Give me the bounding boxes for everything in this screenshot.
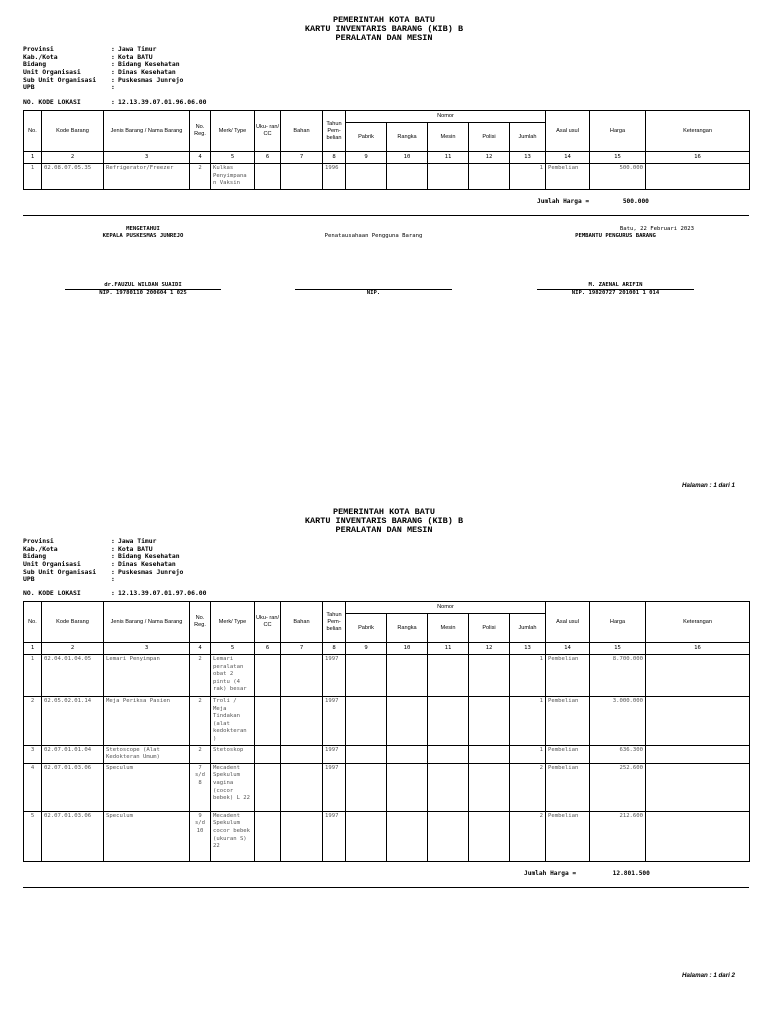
divider	[23, 887, 749, 888]
col-header-polisi: Polisi	[469, 123, 510, 152]
cell-mesin	[428, 164, 469, 190]
colon: :	[111, 537, 115, 545]
cell-pabrik	[346, 164, 387, 190]
column-number: 3	[104, 643, 190, 655]
col-header-tahun: Tahun Pem- belian	[323, 111, 346, 152]
col-header-merk: Merk/ Type	[211, 111, 255, 152]
kode-lokasi-2	[23, 589, 207, 597]
document-page-1	[0, 0, 768, 495]
col-header-nomor: Nomor	[346, 602, 546, 614]
cell-jenis: Stetoscope (Alat Kedokteran Umum)	[104, 745, 190, 763]
cell-jenis: Refrigerator/Freezer	[104, 164, 190, 190]
info-value: Kota BATU	[118, 544, 153, 553]
sig-mid-nip: NIP.	[366, 290, 381, 296]
cell-pabrik	[346, 763, 387, 811]
kode-lokasi-value: 12.13.39.07.01.97.06.00	[118, 589, 207, 597]
kode-lokasi-label: NO. KODE LOKASI	[23, 589, 81, 597]
cell-ukuran	[255, 811, 281, 861]
cell-kode: 02.05.02.01.14	[42, 697, 104, 746]
cell-kode: 02.04.01.04.05	[42, 655, 104, 697]
cell-mesin	[428, 763, 469, 811]
header-line2: KARTU INVENTARIS BARANG (KIB) B	[304, 24, 464, 34]
col-header-pabrik: Pabrik	[346, 123, 387, 152]
info-label: Sub Unit Organisasi	[23, 75, 97, 84]
column-number: 7	[281, 152, 323, 164]
kode-lokasi-1	[23, 98, 207, 106]
jumlah-harga-1	[537, 198, 649, 205]
column-number: 10	[387, 152, 428, 164]
cell-keterangan	[646, 164, 750, 190]
cell-merk: Kulkas Penyimpana n Vaksin	[211, 164, 255, 190]
location-info-1	[23, 46, 183, 92]
col-header-pabrik: Pabrik	[346, 614, 387, 643]
col-header-asal: Asal usul	[546, 602, 590, 643]
cell-kode: 02.08.07.05.35	[42, 164, 104, 190]
cell-merk: Troli / Meja Tindakan (alat kedokteran )	[211, 697, 255, 746]
cell-asal: Pembelian	[546, 811, 590, 861]
col-header-kode: Kode Barang	[42, 111, 104, 152]
cell-reg: 2	[190, 655, 211, 697]
cell-bahan	[281, 164, 323, 190]
cell-tahun: 1997	[323, 697, 346, 746]
column-number: 6	[255, 152, 281, 164]
cell-jumlah: 2	[510, 763, 546, 811]
info-label: Provinsi	[23, 537, 54, 545]
column-number: 10	[387, 643, 428, 655]
cell-no: 5	[24, 811, 42, 861]
colon: :	[111, 98, 115, 106]
cell-tahun: 1997	[323, 745, 346, 763]
col-header-noreg: No. Reg.	[190, 111, 211, 152]
column-number: 4	[190, 643, 211, 655]
cell-ukuran	[255, 655, 281, 697]
sig-mid-title: Penatausahaan Pengguna Barang	[324, 233, 423, 239]
cell-reg: 9 s/d 10	[190, 811, 211, 861]
cell-asal: Pembelian	[546, 655, 590, 697]
colon: :	[111, 552, 115, 561]
cell-jumlah: 1	[510, 697, 546, 746]
column-number: 7	[281, 643, 323, 655]
col-header-rangka: Rangka	[387, 123, 428, 152]
info-value: Bidang Kesehatan	[118, 60, 180, 69]
column-number: 2	[42, 643, 104, 655]
info-label: Bidang	[23, 60, 47, 69]
col-header-tahun: Tahun Pem- belian	[323, 602, 346, 643]
column-number: 11	[428, 643, 469, 655]
cell-tahun: 1996	[323, 164, 346, 190]
cell-jumlah: 2	[510, 811, 546, 861]
info-value: Jawa Timur	[118, 537, 157, 545]
cell-reg: 2	[190, 745, 211, 763]
jumlah-harga-value: 500.000	[622, 198, 649, 205]
column-number: 12	[469, 152, 510, 164]
page-footer-1: Halaman : 1 dari 1	[682, 482, 735, 489]
header-line1: PEMERINTAH KOTA BATU	[332, 507, 436, 517]
table-row	[24, 745, 750, 763]
inventory-table-2	[23, 601, 750, 862]
kode-lokasi-label: NO. KODE LOKASI	[23, 98, 81, 106]
column-number: 12	[469, 643, 510, 655]
sig-left-title: MENGETAHUI	[126, 226, 160, 232]
cell-keterangan	[646, 655, 750, 697]
info-label: UPB	[23, 83, 35, 92]
col-header-noreg: No. Reg.	[190, 602, 211, 643]
col-header-jumlah: Jumlah	[510, 614, 546, 643]
location-info-2	[23, 538, 183, 584]
info-label: Unit Organisasi	[23, 560, 81, 569]
col-header-bahan: Bahan	[281, 111, 323, 152]
info-label: Unit Organisasi	[23, 68, 81, 77]
col-header-harga: Harga	[590, 602, 646, 643]
column-number: 11	[428, 152, 469, 164]
cell-keterangan	[646, 697, 750, 746]
column-number: 14	[546, 643, 590, 655]
cell-keterangan	[646, 811, 750, 861]
header-line3: PERALATAN DAN MESIN	[335, 525, 433, 535]
cell-asal: Pembelian	[546, 697, 590, 746]
column-number: 16	[646, 152, 750, 164]
document-page-2	[0, 495, 768, 1024]
column-number: 9	[346, 643, 387, 655]
cell-mesin	[428, 655, 469, 697]
cell-polisi	[469, 697, 510, 746]
colon: :	[111, 68, 115, 77]
cell-no: 1	[24, 164, 42, 190]
info-label: Sub Unit Organisasi	[23, 567, 97, 576]
cell-jenis: Meja Periksa Pasien	[104, 697, 190, 746]
cell-harga: 636.300	[590, 745, 646, 763]
colon: :	[111, 83, 115, 92]
colon: :	[111, 560, 115, 569]
cell-jumlah: 1	[510, 745, 546, 763]
cell-ukuran	[255, 164, 281, 190]
column-number: 8	[323, 643, 346, 655]
cell-jumlah: 1	[510, 655, 546, 697]
doc-header-1	[0, 16, 768, 43]
doc-header-2	[0, 508, 768, 535]
sig-left-nip: NIP. 19780110 200604 1 025	[99, 290, 187, 296]
col-header-harga: Harga	[590, 111, 646, 152]
header-line1: PEMERINTAH KOTA BATU	[332, 15, 436, 25]
cell-merk: Mecadent Spekulum cocor bebek (ukuran S) 22	[211, 811, 255, 861]
jumlah-harga-value: 12.801.500	[612, 870, 650, 877]
divider	[23, 215, 749, 216]
column-number: 3	[104, 152, 190, 164]
column-number: 9	[346, 152, 387, 164]
col-header-nomor: Nomor	[346, 111, 546, 123]
cell-no: 2	[24, 697, 42, 746]
cell-rangka	[387, 164, 428, 190]
cell-rangka	[387, 655, 428, 697]
cell-tahun: 1997	[323, 763, 346, 811]
signature-middle	[295, 226, 452, 297]
col-header-kode: Kode Barang	[42, 602, 104, 643]
table-row	[24, 811, 750, 861]
cell-harga: 8.700.000	[590, 655, 646, 697]
cell-harga: 252.600	[590, 763, 646, 811]
cell-polisi	[469, 811, 510, 861]
jumlah-harga-label: Jumlah Harga =	[524, 870, 577, 877]
cell-pabrik	[346, 697, 387, 746]
sig-left-position: KEPALA PUSKESMAS JUNREJO	[102, 233, 184, 239]
col-header-no: No.	[24, 602, 42, 643]
column-number: 15	[590, 152, 646, 164]
column-number: 1	[24, 643, 42, 655]
colon: :	[111, 75, 115, 84]
cell-merk: Stetoskop	[211, 745, 255, 763]
cell-pabrik	[346, 745, 387, 763]
cell-reg: 2	[190, 697, 211, 746]
sig-right-date: Batu, 22 Februari 2023	[619, 226, 694, 232]
inventory-table-1	[23, 110, 750, 190]
column-number-row	[24, 152, 750, 164]
kode-lokasi-value: 12.13.39.07.01.96.06.00	[118, 98, 207, 106]
signature-right	[537, 226, 694, 297]
cell-polisi	[469, 164, 510, 190]
cell-kode: 02.07.01.03.06	[42, 763, 104, 811]
column-number: 14	[546, 152, 590, 164]
col-header-bahan: Bahan	[281, 602, 323, 643]
cell-keterangan	[646, 745, 750, 763]
page-footer-2: Halaman : 1 dari 2	[682, 972, 735, 979]
colon: :	[111, 589, 115, 597]
cell-kode: 02.07.01.01.04	[42, 745, 104, 763]
cell-harga: 212.600	[590, 811, 646, 861]
cell-keterangan	[646, 763, 750, 811]
cell-mesin	[428, 811, 469, 861]
column-number: 13	[510, 643, 546, 655]
info-value: Dinas Kesehatan	[118, 560, 176, 569]
cell-no: 1	[24, 655, 42, 697]
cell-tahun: 1997	[323, 655, 346, 697]
column-number: 2	[42, 152, 104, 164]
cell-jumlah: 1	[510, 164, 546, 190]
column-number: 13	[510, 152, 546, 164]
sig-left-name: dr.FAUZUL WILDAN SUAIDI	[104, 282, 182, 288]
cell-pabrik	[346, 655, 387, 697]
cell-bahan	[281, 745, 323, 763]
col-header-jumlah: Jumlah	[510, 123, 546, 152]
table-row	[24, 655, 750, 697]
cell-reg: 7 s/d 8	[190, 763, 211, 811]
col-header-no: No.	[24, 111, 42, 152]
cell-reg: 2	[190, 164, 211, 190]
colon: :	[111, 45, 115, 53]
sig-right-name: M. ZAENAL ARIFIN	[588, 282, 643, 288]
cell-jenis: Speculum	[104, 763, 190, 811]
col-header-mesin: Mesin	[428, 614, 469, 643]
info-value: Bidang Kesehatan	[118, 552, 180, 561]
info-value: Kota BATU	[118, 52, 153, 61]
column-number: 6	[255, 643, 281, 655]
column-number: 5	[211, 643, 255, 655]
cell-bahan	[281, 763, 323, 811]
cell-bahan	[281, 655, 323, 697]
cell-jenis: Lemari Penyimpan	[104, 655, 190, 697]
cell-tahun: 1997	[323, 811, 346, 861]
colon: :	[111, 575, 115, 584]
colon: :	[111, 567, 115, 576]
table-row	[24, 164, 750, 190]
cell-ukuran	[255, 745, 281, 763]
column-number: 4	[190, 152, 211, 164]
cell-polisi	[469, 745, 510, 763]
column-number: 1	[24, 152, 42, 164]
col-header-mesin: Mesin	[428, 123, 469, 152]
col-header-asal: Asal usul	[546, 111, 590, 152]
cell-harga: 500.000	[590, 164, 646, 190]
colon: :	[111, 544, 115, 553]
cell-ukuran	[255, 697, 281, 746]
cell-rangka	[387, 745, 428, 763]
cell-pabrik	[346, 811, 387, 861]
cell-harga: 3.000.000	[590, 697, 646, 746]
col-header-ukuran: Uku- ran/ CC	[255, 111, 281, 152]
column-number: 8	[323, 152, 346, 164]
cell-jenis: Speculum	[104, 811, 190, 861]
info-label: Kab./Kota	[23, 52, 58, 61]
signature-left	[63, 226, 223, 297]
cell-asal: Pembelian	[546, 763, 590, 811]
info-value: Jawa Timur	[118, 45, 157, 53]
info-label: UPB	[23, 575, 35, 584]
jumlah-harga-label: Jumlah Harga =	[537, 198, 590, 205]
col-header-merk: Merk/ Type	[211, 602, 255, 643]
col-header-keterangan: Keterangan	[646, 111, 750, 152]
cell-asal: Pembelian	[546, 745, 590, 763]
cell-mesin	[428, 745, 469, 763]
info-value: Puskesmas Junrejo	[118, 75, 184, 84]
info-label: Bidang	[23, 552, 47, 561]
cell-ukuran	[255, 763, 281, 811]
cell-merk: Lemari peralatan obat 2 pintu (4 rak) besar	[211, 655, 255, 697]
jumlah-harga-2	[524, 870, 650, 877]
cell-bahan	[281, 811, 323, 861]
sig-right-nip: NIP. 19820727 201001 1 014	[571, 290, 660, 296]
info-label: Kab./Kota	[23, 544, 58, 553]
info-label: Provinsi	[23, 45, 54, 53]
col-header-polisi: Polisi	[469, 614, 510, 643]
column-number: 16	[646, 643, 750, 655]
cell-kode: 02.07.01.03.06	[42, 811, 104, 861]
col-header-jenis: Jenis Barang / Nama Barang	[104, 602, 190, 643]
col-header-keterangan: Keterangan	[646, 602, 750, 643]
col-header-jenis: Jenis Barang / Nama Barang	[104, 111, 190, 152]
cell-polisi	[469, 763, 510, 811]
col-header-rangka: Rangka	[387, 614, 428, 643]
column-number: 5	[211, 152, 255, 164]
cell-asal: Pembelian	[546, 164, 590, 190]
sig-right-position: PEMBANTU PENGURUS BARANG	[575, 233, 656, 239]
info-value: Dinas Kesehatan	[118, 68, 176, 77]
cell-rangka	[387, 763, 428, 811]
col-header-ukuran: Uku- ran/ CC	[255, 602, 281, 643]
cell-no: 4	[24, 763, 42, 811]
table-row	[24, 763, 750, 811]
info-value: Puskesmas Junrejo	[118, 567, 184, 576]
cell-no: 3	[24, 745, 42, 763]
cell-rangka	[387, 697, 428, 746]
header-line2: KARTU INVENTARIS BARANG (KIB) B	[304, 516, 464, 526]
cell-rangka	[387, 811, 428, 861]
colon: :	[111, 60, 115, 69]
header-line3: PERALATAN DAN MESIN	[335, 33, 433, 43]
column-number: 15	[590, 643, 646, 655]
column-number-row	[24, 643, 750, 655]
table-row	[24, 697, 750, 746]
cell-mesin	[428, 697, 469, 746]
cell-bahan	[281, 697, 323, 746]
cell-merk: Mecadent Spekulum vagina (cocor bebek) L 22	[211, 763, 255, 811]
colon: :	[111, 52, 115, 61]
cell-polisi	[469, 655, 510, 697]
